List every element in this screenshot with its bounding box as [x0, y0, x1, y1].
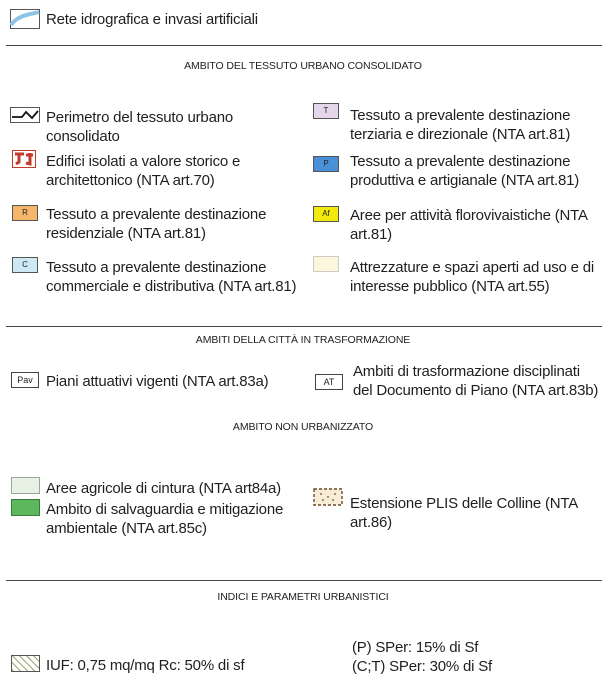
legend-item-commerciale: Tessuto a prevalente destinazione commerciale e distributiva (NTA art.81) [46, 259, 297, 295]
legend-item-edifici-storici: Edifici isolati a valore storico e architettonico (NTA art.70) [46, 153, 241, 189]
legend-item-agricole: Aree agricole di cintura (NTA art84a) [46, 480, 281, 497]
legend-item-residenziale: Tessuto a prevalente destinazione residenziale (NTA art.81) [46, 206, 267, 242]
divider [6, 326, 602, 327]
section-title-indici: INDICI E PARAMETRI URBANISTICI [217, 591, 389, 603]
swatch-florovivaistiche: Af [313, 206, 339, 222]
swatch-residenziale: R [12, 205, 38, 221]
historic-swatch [12, 150, 36, 168]
legend-item-produttiva: Tessuto a prevalente destinazione produttiva e artigianale (NTA art.81) [350, 153, 580, 189]
hydro-label: Rete idrografica e invasi artificiali [46, 11, 258, 28]
swatch-attrezzature [313, 256, 339, 272]
historic-building-icon [12, 150, 36, 168]
tag-pav: Pav [11, 372, 39, 388]
hatched-area-icon [11, 655, 40, 672]
swatch-plis [313, 488, 343, 506]
swatch-salvaguardia [11, 499, 40, 516]
legend-item-sper-ct: (C;T) SPer: 30% di Sf [352, 658, 493, 675]
hydro-swatch [10, 9, 40, 29]
perimeter-line-icon [10, 107, 40, 123]
section-title-consolidato: AMBITO DEL TESSUTO URBANO CONSOLIDATO [184, 60, 422, 72]
legend-item-terziaria: Tessuto a prevalente destinazione terziaria e direzionale (NTA art.81) [350, 107, 571, 143]
swatch-produttiva: P [313, 156, 339, 172]
river-line-icon [10, 9, 40, 29]
legend-item-florovivaistiche: Aree per attività florovivaistiche (NTA art.81) [350, 207, 588, 243]
legend-item-perimetro: Perimetro del tessuto urbano consolidato [46, 109, 234, 145]
legend-item-attrezzature: Attrezzature e spazi aperti ad uso e di interesse pubblico (NTA art.55) [350, 259, 595, 295]
legend-item-sper-p: (P) SPer: 15% di Sf [352, 639, 479, 656]
legend-item-ambiti-trasformazione: Ambiti di trasformazione disciplinati del Documento di Piano (NTA art.83b) [353, 363, 599, 399]
legend-item-iuf: IUF: 0,75 mq/mq Rc: 50% di sf [46, 657, 245, 674]
divider [6, 580, 602, 581]
perimeter-swatch [10, 107, 40, 123]
tag-at: AT [315, 374, 343, 390]
swatch-agricole [11, 477, 40, 494]
section-title-non-urbanizzato: AMBITO NON URBANIZZATO [232, 421, 374, 433]
swatch-commerciale: C [12, 257, 38, 273]
section-title-trasformazione: AMBITI DELLA CITTÀ IN TRASFORMAZIONE [195, 334, 411, 346]
legend-item-plis: Estensione PLIS delle Colline (NTA art.86) [350, 495, 579, 531]
swatch-terziaria: T [313, 103, 339, 119]
legend-item-salvaguardia: Ambito di salvaguardia e mitigazione ambientale (NTA art.85c) [46, 501, 284, 537]
dotted-area-icon [313, 488, 343, 506]
swatch-iuf [11, 655, 40, 672]
divider [6, 45, 602, 46]
legend-item-piani-attuativi: Piani attuativi vigenti (NTA art.83a) [46, 373, 269, 390]
